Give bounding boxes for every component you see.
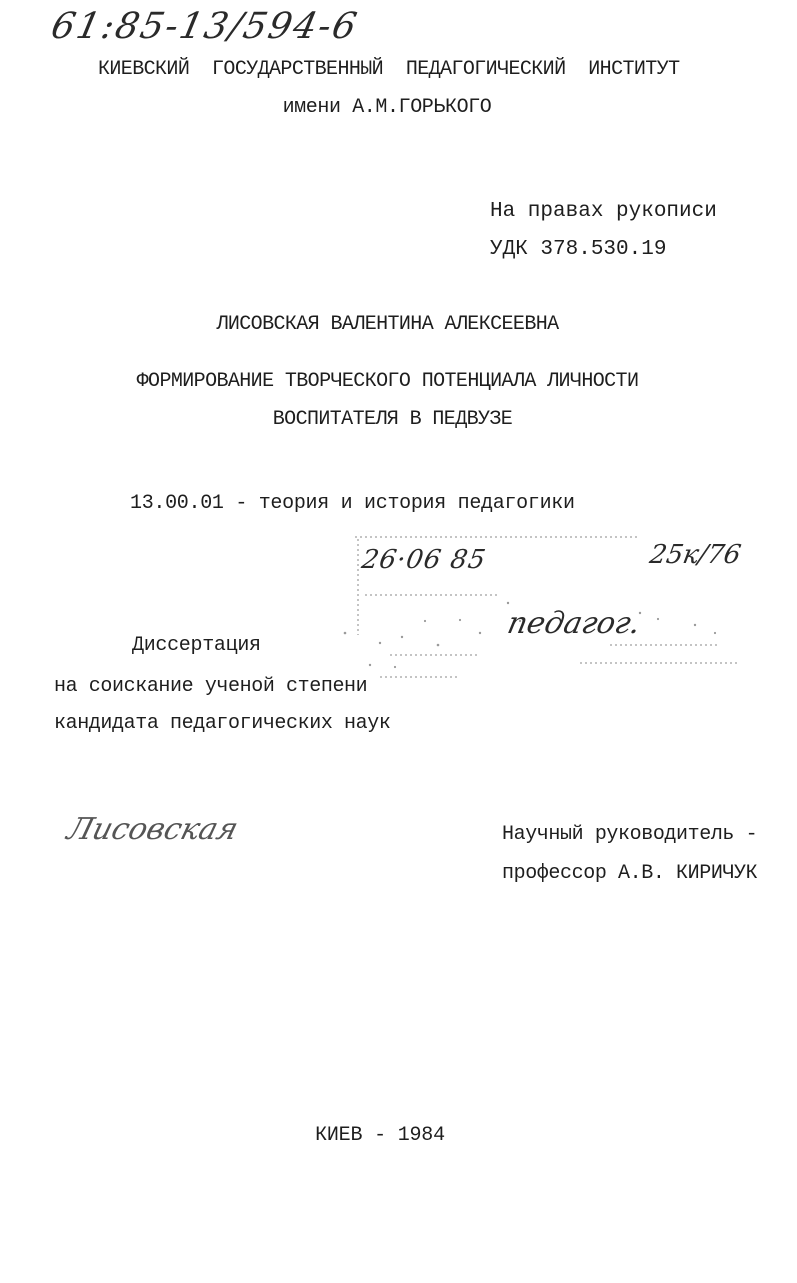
handwritten-archive-number: 61:85-13/594-6 [47, 6, 362, 47]
stamp-handwritten-word: педагог. [504, 606, 644, 641]
stamp-handwritten-code: 25к/76 [647, 540, 744, 570]
stamp-handwritten-date: 26·06 85 [359, 545, 489, 575]
city-year: КИЕВ - 1984 [315, 1124, 445, 1147]
specialty-code: 13.00.01 - теория и история педагогики [130, 492, 575, 515]
institution-named-after: имени А.М.ГОРЬКОГО [282, 96, 492, 119]
manuscript-rights: На правах рукописи [490, 200, 717, 223]
udc-code: УДК 378.530.19 [490, 238, 667, 261]
supervisor-name: профессор А.В. КИРИЧУК [502, 862, 758, 885]
dissertation-title-line-2: ВОСПИТАТЕЛЯ В ПЕДВУЗЕ [272, 408, 513, 431]
dissertation-label: Диссертация [132, 634, 261, 657]
institution-name: КИЕВСКИЙ ГОСУДАРСТВЕННЫЙ ПЕДАГОГИЧЕСКИЙ ИНСТИТУТ [98, 58, 680, 81]
dissertation-title-line-1: ФОРМИРОВАНИЕ ТВОРЧЕСКОГО ПОТЕНЦИАЛА ЛИЧНОСТИ [136, 370, 639, 393]
supervisor-label: Научный руководитель - [502, 823, 758, 846]
dissertation-degree-line: на соискание ученой степени [54, 675, 368, 698]
author-name: ЛИСОВСКАЯ ВАЛЕНТИНА АЛЕКСЕЕВНА [216, 313, 559, 336]
author-signature: Лисовская [63, 812, 242, 847]
dissertation-field-line: кандидата педагогических наук [54, 712, 391, 735]
